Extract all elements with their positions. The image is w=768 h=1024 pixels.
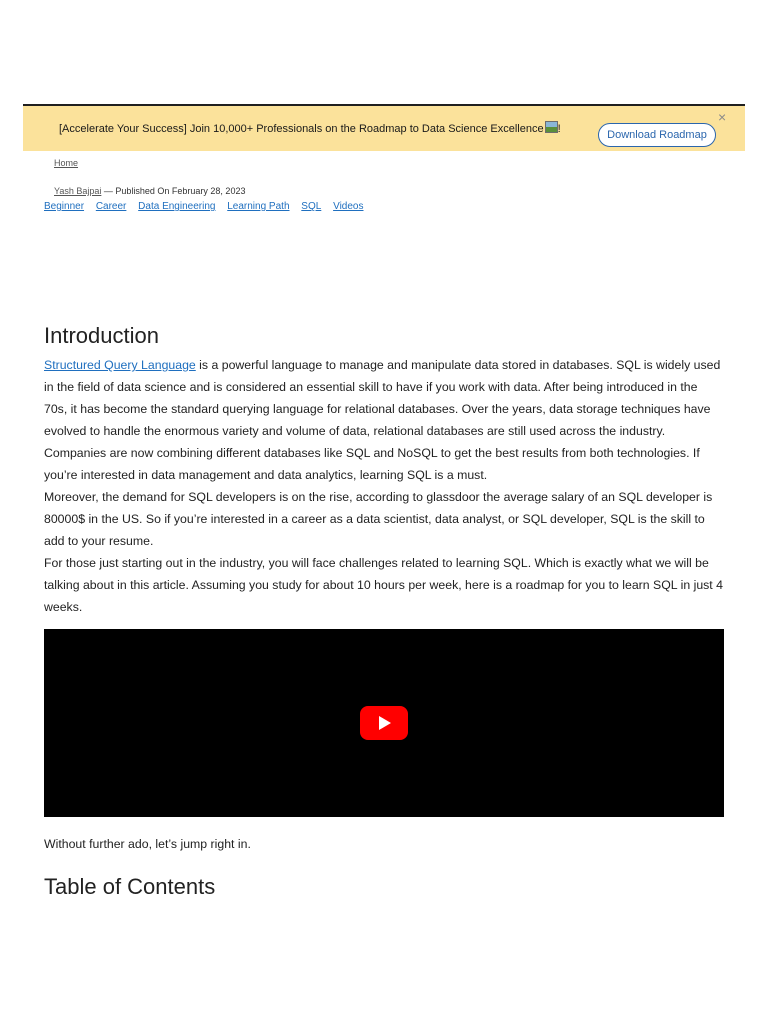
tag-link-data-engineering[interactable]: Data Engineering bbox=[138, 201, 216, 212]
published-date: — Published On February 28, 2023 bbox=[101, 186, 246, 196]
article-paragraph-1-text: is a powerful language to manage and manipulate data stored in databases. SQL is widely used in the field of data science and is considered an essential skill to have if you work with data. After being introduced in the 70s, it has become the standard querying language for relational databases. Over the years, data storage techniques have evolved to handle the enormous variety and volume of data, relational databases are still used across the industry. Companies are now combining different databases like SQL and NoSQL to get the best results from both technologies. If you’re interested in data management and data analytics, learning SQL is a must. bbox=[44, 358, 721, 482]
embedded-video[interactable] bbox=[44, 629, 724, 817]
breadcrumb-home-link[interactable]: Home bbox=[54, 158, 79, 168]
tag-link-sql[interactable]: SQL bbox=[301, 201, 322, 212]
tag-list bbox=[44, 201, 373, 212]
article-paragraph-3: For those just starting out in the industry, you will face challenges related to learning SQL. Which is exactly what we will be talking about in this article. Assuming you study for about 10 hours per week, here is a roadmap for you to learn SQL in just 4 weeks. bbox=[44, 556, 723, 614]
youtube-play-icon[interactable] bbox=[360, 706, 408, 740]
table-of-contents-heading: Table of Contents bbox=[44, 874, 216, 899]
tag-link-career[interactable]: Career bbox=[95, 201, 127, 212]
article-body bbox=[44, 354, 724, 618]
tag-link-learning-path[interactable]: Learning Path bbox=[227, 201, 290, 212]
breadcrumb bbox=[54, 158, 78, 168]
tag-link-videos[interactable]: Videos bbox=[333, 201, 364, 212]
introduction-heading: Introduction bbox=[44, 323, 159, 348]
promo-banner-text-wrapper bbox=[59, 121, 561, 135]
promo-banner bbox=[23, 104, 745, 151]
tag-link-beginner[interactable]: Beginner bbox=[44, 201, 85, 212]
download-roadmap-button[interactable]: Download Roadmap bbox=[598, 123, 716, 147]
author-link[interactable]: Yash Bajpai bbox=[54, 186, 102, 196]
article-paragraph-2: Moreover, the demand for SQL developers is on the rise, according to glassdoor the average salary of an SQL developer is 80000$ in the US. So if you’re interested in a career as a data scientist, data analyst, or SQL developer, SQL is the skill to add to your resume. bbox=[44, 490, 713, 548]
cityscape-emoji-icon bbox=[545, 121, 558, 133]
close-icon[interactable]: × bbox=[718, 109, 727, 125]
article-paragraph-1 bbox=[44, 354, 724, 486]
article-meta bbox=[54, 186, 245, 196]
after-video-text: Without further ado, let’s jump right in. bbox=[44, 837, 251, 851]
structured-query-language-link[interactable]: Structured Query Language bbox=[44, 358, 196, 372]
promo-banner-exclamation: ! bbox=[557, 123, 561, 135]
promo-banner-text: [Accelerate Your Success] Join 10,000+ Professionals on the Roadmap to Data Science Excellence bbox=[59, 123, 544, 135]
